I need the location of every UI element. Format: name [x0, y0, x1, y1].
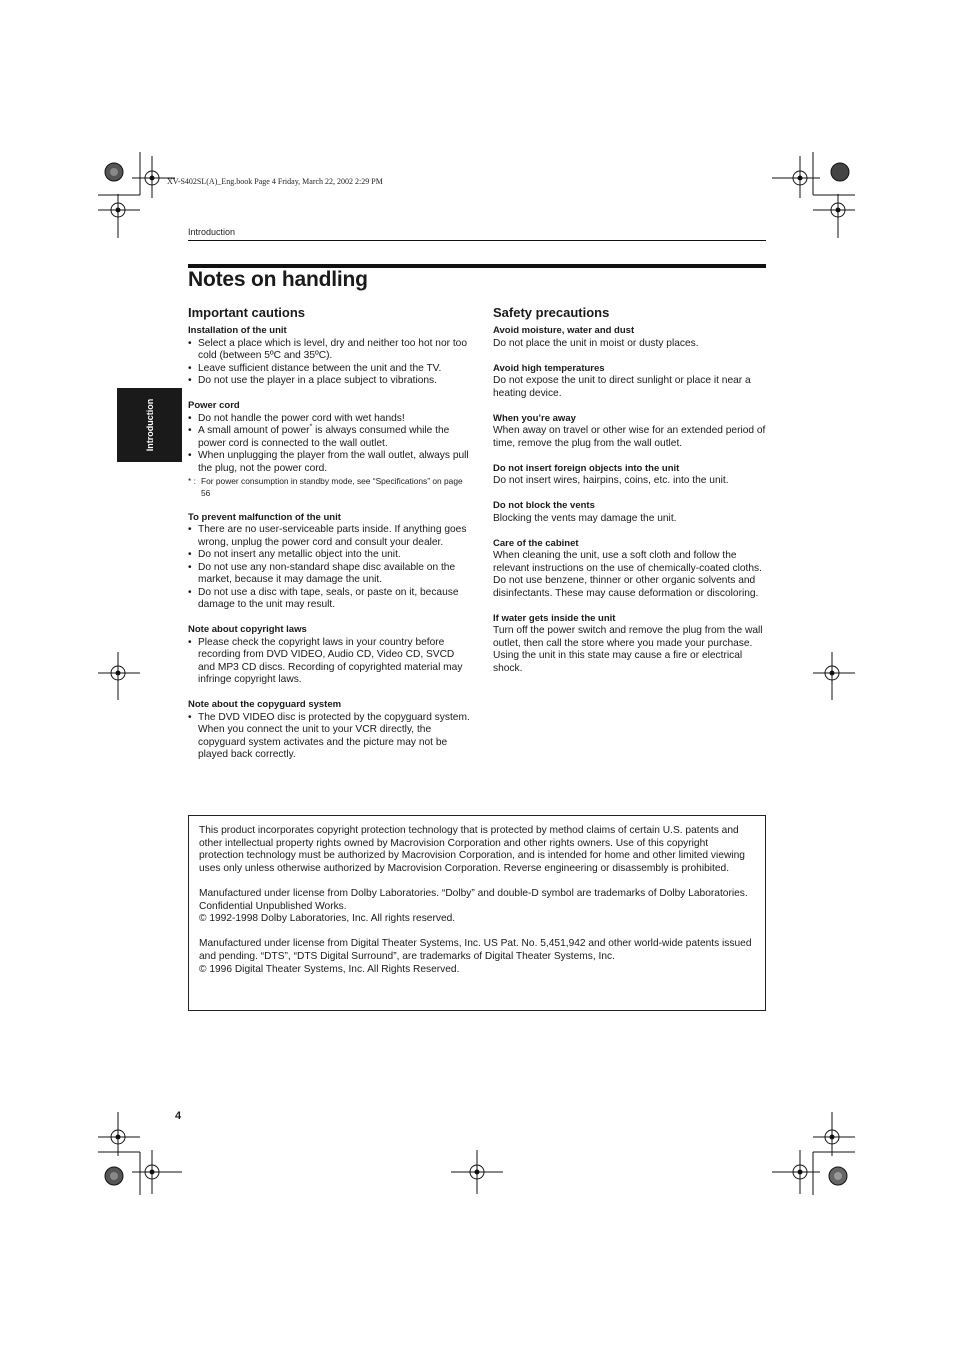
notice-line: © 1992-1998 Dolby Laboratories, Inc. All rights reserved.	[199, 913, 456, 925]
list-item: • Leave sufficient distance between the unit and the TV.	[188, 363, 470, 376]
trademark-notice-box	[188, 815, 766, 1011]
footnote	[188, 475, 470, 499]
footnote-text: For power consumption in standby mode, see “Specifications” on page 56	[201, 476, 463, 498]
power-cord-section	[188, 400, 470, 499]
important-cautions-heading: Important cautions	[188, 305, 306, 320]
page-title: Notes on handling	[188, 268, 368, 291]
installation-section	[188, 325, 470, 388]
safety-section-text: When cleaning the unit, use a soft cloth and follow the relevant instructions on the use of chemically-coated cloths. Do not use benzene, thinner or other organic solvents and disinfectants. These may cause deformation or discoloring.	[493, 550, 762, 599]
notice-line: Confidential Unpublished Works.	[199, 900, 347, 912]
list-item: • Please check the copyright laws in your country before recording from DVD VIDEO, Audio CD, Video CD, SVCD and MP3 CD discs. Recording of copyrighted material may infringe copyright laws.	[188, 637, 470, 687]
copyright-section	[188, 624, 470, 687]
list-item: • Do not use the player in a place subject to vibrations.	[188, 375, 470, 388]
file-header: XV-S402SL(A)_Eng.book Page 4 Friday, March 22, 2002 2:29 PM	[167, 177, 383, 186]
list-item-text: is always consumed while the power cord is connected to the wall outlet.	[198, 425, 450, 449]
safety-section-text: Do not insert wires, hairpins, coins, etc. into the unit.	[493, 475, 729, 486]
safety-section-title: Avoid high temperatures	[493, 362, 605, 374]
list-item: • When unplugging the player from the wall outlet, always pull the plug, not the power cord.	[188, 450, 470, 475]
copyright-list	[188, 637, 470, 687]
safety-section	[493, 538, 768, 601]
safety-section	[493, 613, 768, 676]
safety-section	[493, 463, 768, 488]
list-item	[188, 425, 470, 450]
notice-line: © 1996 Digital Theater Systems, Inc. All Rights Reserved.	[199, 963, 460, 975]
important-cautions-column	[188, 305, 470, 774]
safety-section-title: If water gets inside the unit	[493, 612, 616, 624]
list-item: • Select a place which is level, dry and neither too hot nor too cold (between 5ºC and 35ºC).	[188, 338, 470, 363]
side-tab-label: Introduction	[144, 398, 155, 452]
safety-section-title: Care of the cabinet	[493, 537, 579, 549]
installation-title: Installation of the unit	[188, 325, 287, 336]
footnote-marker: * :	[188, 476, 196, 486]
side-tab	[117, 388, 182, 462]
safety-section-title: Do not insert foreign objects into the unit	[493, 462, 680, 474]
list-item: • The DVD VIDEO disc is protected by the copyguard system. When you connect the unit to your VCR directly, the copyguard system activates and the picture may not be played back correctly.	[188, 712, 470, 762]
copyguard-title: Note about the copyguard system	[188, 699, 342, 710]
safety-section-title: Do not block the vents	[493, 500, 595, 511]
power-cord-list	[188, 413, 470, 476]
safety-section-text: Do not expose the unit to direct sunlight or place it near a heating device.	[493, 375, 751, 399]
safety-section-text: Do not place the unit in moist or dusty places.	[493, 337, 699, 349]
safety-section	[493, 500, 768, 525]
list-item: • There are no user-serviceable parts inside. If anything goes wrong, unplug the power cord and consult your dealer.	[188, 524, 470, 549]
safety-precautions-heading: Safety precautions	[493, 305, 610, 320]
list-item: • Do not insert any metallic object into the unit.	[188, 549, 470, 562]
dolby-notice	[199, 888, 755, 926]
list-item: • Do not use a disc with tape, seals, or paste on it, because damage to the unit may result.	[188, 587, 470, 612]
safety-section	[493, 363, 768, 401]
copyguard-list	[188, 712, 470, 762]
page-number: 4	[175, 1110, 182, 1122]
safety-section-text: When away on travel or other wise for an extended period of time, remove the plug from the wall outlet.	[493, 425, 766, 449]
section-label: Introduction	[188, 227, 236, 237]
notice-line: Manufactured under license from Digital Theater Systems, Inc. US Pat. No. 5,451,942 and other world-wide patents issued and pending. “DTS”, “DTS Digital Surround”, are trademarks of Digital Theater Systems, Inc.	[199, 938, 752, 962]
safety-section	[493, 413, 768, 451]
header-rule	[188, 240, 766, 241]
notice-line: Manufactured under license from Dolby Laboratories. “Dolby” and double-D symbol are trademarks of Dolby Laboratories.	[199, 887, 748, 899]
list-item-text: A small amount of power	[198, 425, 310, 436]
dts-notice	[199, 938, 755, 976]
malfunction-section	[188, 512, 470, 612]
malfunction-title: To prevent malfunction of the unit	[188, 511, 341, 523]
power-cord-title: Power cord	[188, 400, 240, 411]
safety-section	[493, 325, 768, 350]
safety-section-title: Avoid moisture, water and dust	[493, 325, 635, 336]
safety-section-title: When you’re away	[493, 412, 576, 424]
copyguard-section	[188, 699, 470, 762]
installation-list	[188, 338, 470, 388]
safety-precautions-column	[493, 305, 768, 688]
malfunction-list	[188, 524, 470, 612]
copyright-title: Note about copyright laws	[188, 624, 307, 635]
safety-section-text: Turn off the power switch and remove the plug from the wall outlet, then call the store where you made your purchase. Using the unit in this state may cause a fire or electrical shock.	[493, 625, 763, 674]
safety-section-text: Blocking the vents may damage the unit.	[493, 512, 677, 524]
footnote-ref: *	[309, 423, 313, 431]
list-item: • Do not handle the power cord with wet hands!	[188, 413, 470, 426]
macrovision-notice: This product incorporates copyright protection technology that is protected by method claims of certain U.S. patents and other intellectual property rights owned by Macrovision Corporation and other rights owners. Use of this copyright protection technology must be authorized by Macrovision Corporation, and is intended for home and other limited viewing uses only unless otherwise authorized by Macrovision Corporation. Reverse engineering or disassembly is prohibited.	[199, 825, 745, 874]
list-item: • Do not use any non-standard shape disc available on the market, because it may damage the unit.	[188, 562, 470, 587]
